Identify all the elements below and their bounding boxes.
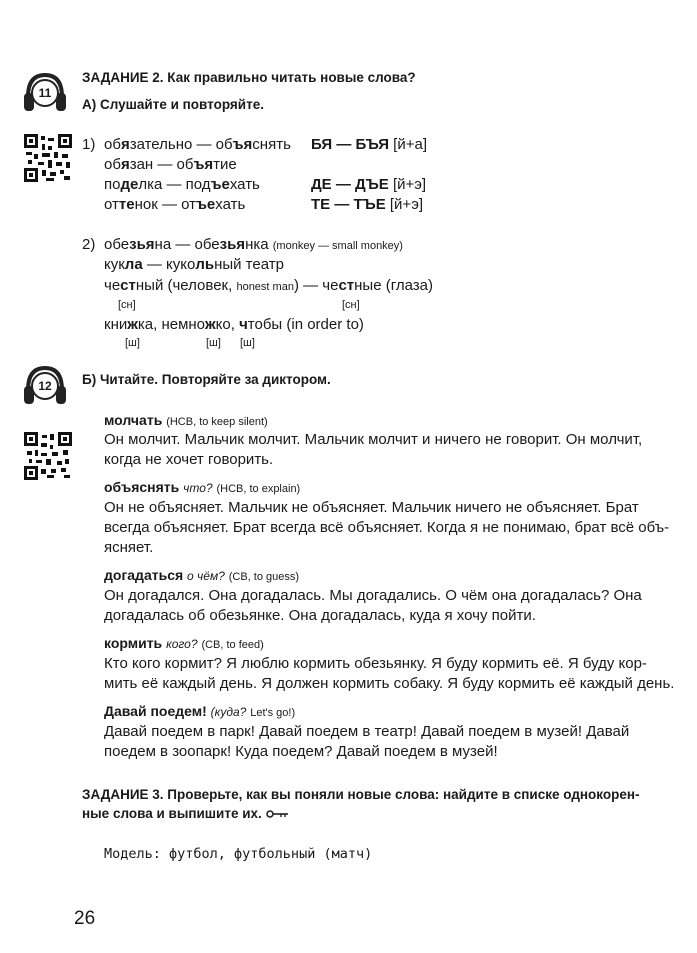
vocab-entry-header: догадаться о чём? (СВ, to guess) (104, 567, 300, 583)
part-b-title: Б) Читайте. Повторяйте за диктором. (82, 372, 331, 387)
syllable-rule: ТЕ — ТЪЕ [й+э] (311, 196, 424, 213)
word-pair-line: честный (человек, honest man) — честные (глаза) (104, 277, 433, 294)
paragraph-line: всегда объясняет. Брат всегда всё объясняет. Когда я не понимаю, брат всё объ- (104, 519, 670, 536)
word-pair-line: обязан — объятие (104, 156, 237, 173)
vocab-entry-header: объяснять что? (НСВ, to explain) (104, 479, 301, 495)
paragraph-line: Он догадался. Она догадалась. Мы догадались. О чём она догадалась? Она (104, 587, 642, 604)
syllable-rule: ДЕ — ДЪЕ [й+э] (311, 176, 427, 193)
paragraph-line: ясняет. (104, 539, 154, 556)
list-number: 2) (82, 236, 96, 253)
paragraph-line: Он не объясняет. Мальчик не объясняет. Мальчик ничего не объясняет. Брат (104, 499, 639, 516)
word-pair-line: поделка — подъехать (104, 176, 260, 193)
task2-title: ЗАДАНИЕ 2. Как правильно читать новые слова? (82, 70, 416, 85)
audio-track-number: 11 (38, 86, 52, 100)
model-example: Модель: футбол, футбольный (матч) (104, 846, 373, 862)
task3-title: ЗАДАНИЕ 3. Проверьте, как вы поняли новые слова: найдите в списке однокорен- (82, 787, 640, 802)
part-a-title: А) Слушайте и повторяйте. (82, 97, 264, 112)
paragraph-line: Кто кого кормит? Я люблю кормить обезьянку. Я буду кормить её. Я буду кор- (104, 655, 647, 672)
transcription: [сн] (118, 299, 136, 311)
paragraph-line: поедем в зоопарк! Куда поедем? Давай поедем в музей! (104, 743, 498, 760)
transcription: [ш] (125, 337, 140, 349)
transcription: [ш] (206, 337, 221, 349)
vocab-entry-header: Давай поедем! (куда? Let's go!) (104, 703, 296, 719)
transcription: [сн] (342, 299, 360, 311)
paragraph-line: догадалась об обезьянке. Она догадалась, куда я хочу пойти. (104, 607, 536, 624)
vocab-entry-header: молчать (НСВ, to keep silent) (104, 412, 268, 428)
word-pair-line: книжка, немножко, чтобы (in order to) (104, 316, 364, 333)
audio-track-number: 12 (38, 379, 52, 393)
syllable-rule: БЯ — БЪЯ [й+а] (311, 136, 427, 153)
vocab-entry-header: кормить кого? (СВ, to feed) (104, 635, 264, 651)
qr-code-icon[interactable] (24, 134, 72, 182)
word-pair-line: обезьяна — обезьянка (monkey — small monkey) (104, 236, 403, 253)
paragraph-line: когда не хочет говорить. (104, 451, 274, 468)
key-icon (266, 807, 290, 822)
page-number: 26 (74, 908, 96, 929)
paragraph-line: мить её каждый день. Я должен кормить собаку. Я буду кормить её каждый день. (104, 675, 675, 692)
word-pair-line: кукла — кукольный театр (104, 256, 284, 273)
paragraph-line: Он молчит. Мальчик молчит. Мальчик молчит и ничего не говорит. Он молчит, (104, 431, 643, 448)
word-pair-line: обязательно — объяснять (104, 136, 291, 153)
paragraph-line: Давай поедем в парк! Давай поедем в театр! Давай поедем в музей! Давай (104, 723, 630, 740)
transcription: [ш] (240, 337, 255, 349)
task3-title: ные слова и выпишите их. (82, 806, 290, 822)
qr-code-icon[interactable] (24, 432, 72, 480)
word-pair-line: оттенок — отъехать (104, 196, 246, 213)
list-number: 1) (82, 136, 96, 153)
